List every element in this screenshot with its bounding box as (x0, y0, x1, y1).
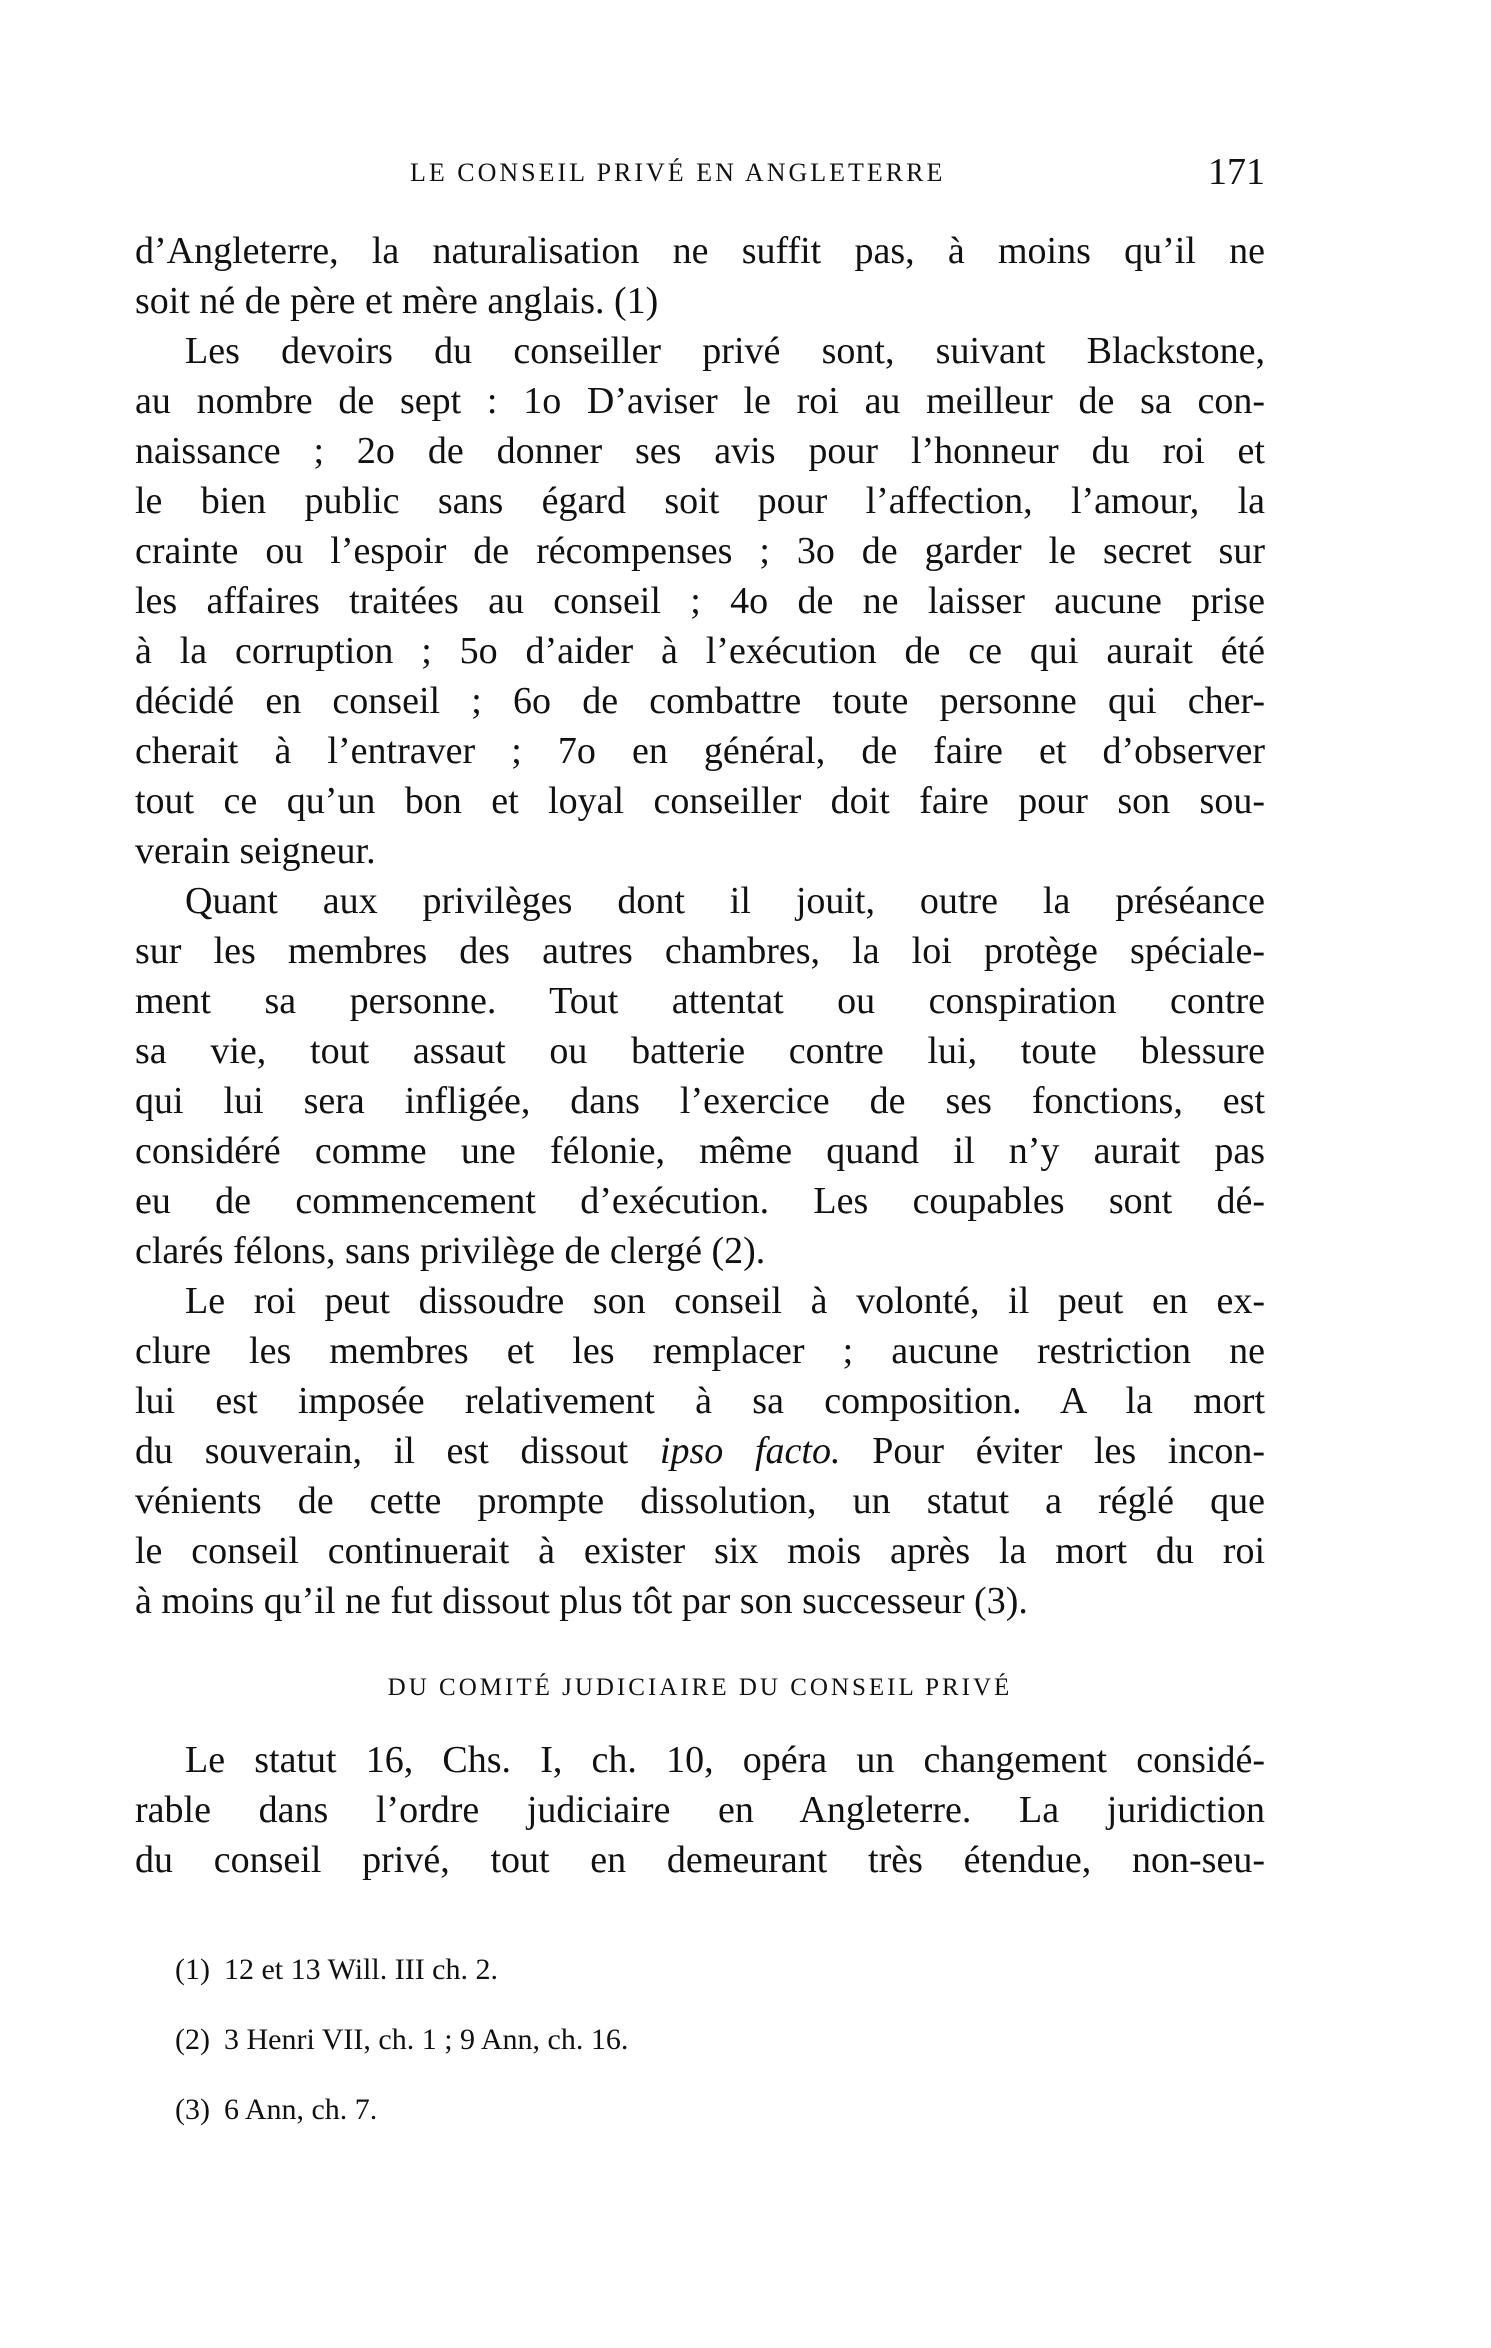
text-segment: du souverain, il est dissout (135, 1430, 660, 1472)
italic-phrase: ipso facto. (659, 1430, 841, 1472)
text-line: naissance ; 2o de donner ses avis pour l’honneur du roi et (135, 430, 1265, 472)
text-line: au nombre de sept : 1o D’aviser le roi au meilleur de sa con- (135, 380, 1265, 422)
text-line: clarés félons, sans privilège de clergé (2). (135, 1230, 766, 1272)
footnote (175, 2075, 1075, 2145)
section-heading: DU COMITÉ JUDICIAIRE DU CONSEIL PRIVÉ (387, 1674, 1013, 1701)
text-segment: Pour éviter les incon- (840, 1430, 1265, 1472)
text-line: sur les membres des autres chambres, la loi protège spéciale- (135, 930, 1265, 972)
text-line: cherait à l’entraver ; 7o en général, de faire et d’observer (135, 730, 1265, 772)
text-line: Les devoirs du conseiller privé sont, suivant Blackstone, (185, 330, 1265, 372)
footnotes (175, 1935, 1075, 2145)
text-line: à moins qu’il ne fut dissout plus tôt par son successeur (3). (135, 1580, 1028, 1622)
page-number: 171 (1208, 151, 1265, 193)
text-line: les affaires traitées au conseil ; 4o de ne laisser aucune prise (135, 580, 1265, 622)
text-line: verain seigneur. (135, 830, 376, 872)
footnote-text: 6 Ann, ch. 7. (223, 2093, 378, 2126)
text-line: décidé en conseil ; 6o de combattre toute personne qui cher- (135, 680, 1265, 722)
running-title: LE CONSEIL PRIVÉ EN ANGLETERRE (410, 158, 946, 187)
text-line-with-italic (135, 1426, 1265, 1476)
text-line: considéré comme une félonie, même quand il n’y aurait pas (135, 1130, 1265, 1172)
text-line: clure les membres et les remplacer ; aucune restriction ne (135, 1330, 1265, 1372)
footnote (175, 2005, 1075, 2075)
body-text (135, 226, 1265, 1626)
footnote-text: 3 Henri VII, ch. 1 ; 9 Ann, ch. 16. (223, 2023, 629, 2056)
text-line: le conseil continuerait à exister six mois après la mort du roi (135, 1530, 1265, 1572)
footnote (175, 1935, 1075, 2005)
text-line: soit né de père et mère anglais. (1) (135, 280, 659, 322)
text-line: ment sa personne. Tout attentat ou conspiration contre (135, 980, 1265, 1022)
footnote-marker: (3) (175, 2093, 210, 2126)
text-line: d’Angleterre, la naturalisation ne suffit pas, à moins qu’il ne (135, 230, 1265, 272)
text-line: Quant aux privilèges dont il jouit, outre la préséance (185, 880, 1265, 922)
text-line: Le statut 16, Chs. I, ch. 10, opéra un changement considé- (185, 1739, 1265, 1781)
text-line: eu de commencement d’exécution. Les coupables sont dé- (135, 1180, 1265, 1222)
footnote-text: 12 et 13 Will. III ch. 2. (223, 1953, 498, 1986)
text-line: rable dans l’ordre judiciaire en Angleterre. La juridiction (135, 1789, 1265, 1831)
text-line: Le roi peut dissoudre son conseil à volonté, il peut en ex- (185, 1280, 1265, 1322)
text-line: crainte ou l’espoir de récompenses ; 3o de garder le secret sur (135, 530, 1265, 572)
text-line: sa vie, tout assaut ou batterie contre lui, toute blessure (135, 1030, 1265, 1072)
text-line: à la corruption ; 5o d’aider à l’exécution de ce qui aurait été (135, 630, 1265, 672)
text-line: tout ce qu’un bon et loyal conseiller doit faire pour son sou- (135, 780, 1265, 822)
text-line: vénients de cette prompte dissolution, un statut a réglé que (135, 1480, 1265, 1522)
footnote-marker: (1) (175, 1953, 210, 1986)
text-line: le bien public sans égard soit pour l’affection, l’amour, la (135, 480, 1265, 522)
text-line: du conseil privé, tout en demeurant très étendue, non-seu- (135, 1839, 1265, 1881)
text-line: qui lui sera infligée, dans l’exercice de ses fonctions, est (135, 1080, 1265, 1122)
section-body-text (135, 1735, 1265, 1885)
running-head (135, 150, 1265, 200)
footnote-marker: (2) (175, 2023, 210, 2056)
text-line: lui est imposée relativement à sa composition. A la mort (135, 1380, 1265, 1422)
